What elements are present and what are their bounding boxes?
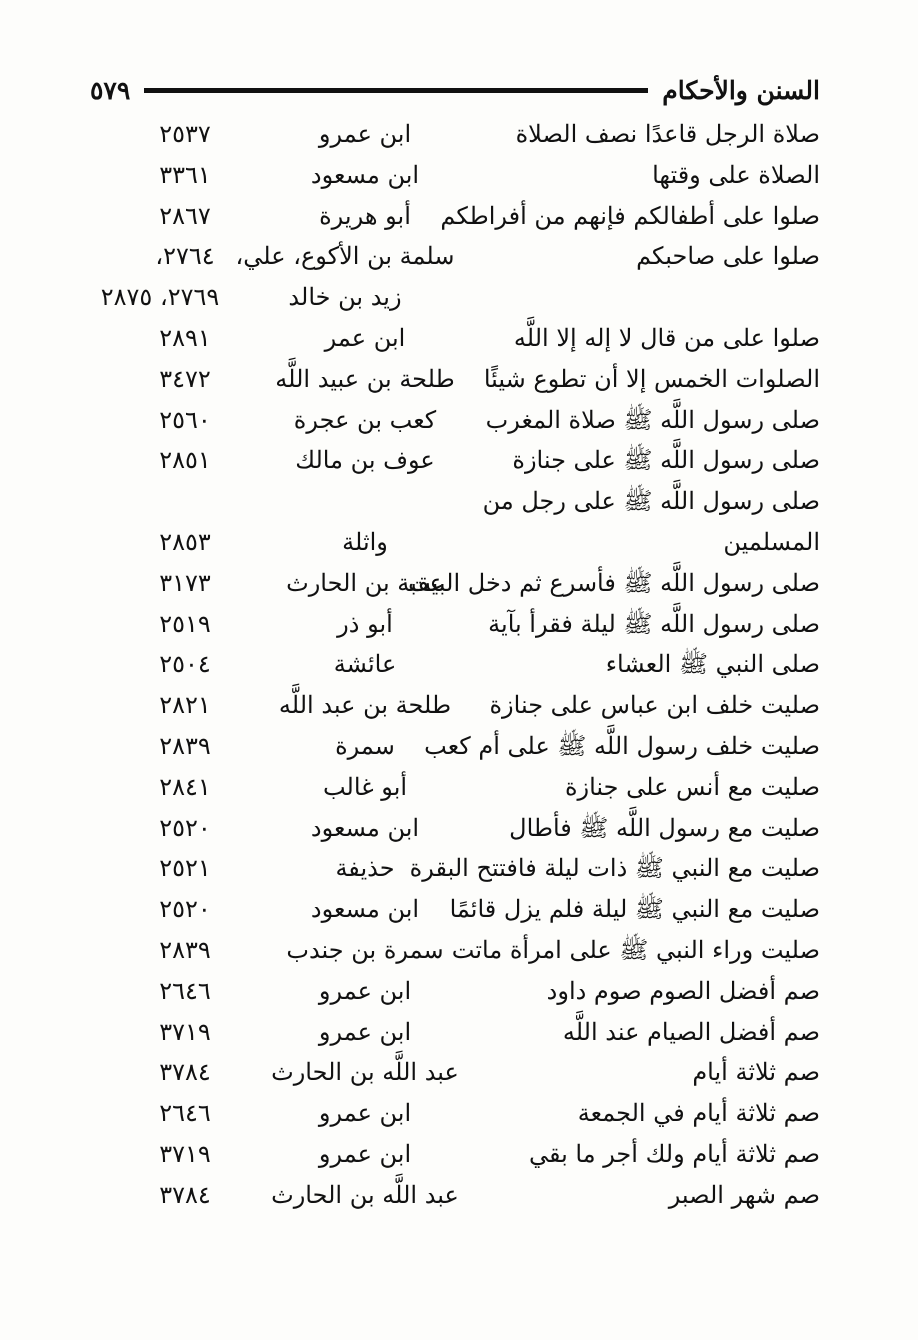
hadith-number: ٣٣٦١ bbox=[159, 160, 211, 189]
hadith-phrase: صم ثلاثة أيام في الجمعة bbox=[577, 1099, 820, 1128]
index-row bbox=[90, 440, 820, 481]
hadith-number: ٢٨٥١ bbox=[159, 446, 211, 475]
index-row bbox=[90, 767, 820, 808]
hadith-phrase: صلى رسول اللَّه ﷺ فأسرع ثم دخل البيت bbox=[408, 568, 820, 597]
narrator: أبو ذر bbox=[337, 609, 393, 638]
index-row bbox=[90, 726, 820, 767]
index-row bbox=[90, 1052, 820, 1093]
hadith-number: ٢٨٤١ bbox=[159, 772, 211, 801]
hadith-phrase: صلى رسول اللَّه ﷺ ليلة فقرأ بآية bbox=[488, 609, 820, 638]
narrator: حذيفة bbox=[335, 854, 395, 883]
hadith-number: ٣٧١٩ bbox=[159, 1139, 211, 1168]
hadith-phrase: صم ثلاثة أيام ولك أجر ما بقي bbox=[528, 1139, 820, 1168]
hadith-phrase: صلى رسول اللَّه ﷺ صلاة المغرب bbox=[485, 405, 820, 434]
hadith-phrase: صلى النبي ﷺ العشاء bbox=[605, 650, 820, 679]
index-row bbox=[90, 481, 820, 522]
hadith-number: ٢٥١٩ bbox=[159, 609, 211, 638]
hadith-phrase: صلوا على من قال لا إله إلا اللَّه bbox=[513, 323, 820, 352]
narrator: سمرة بن جندب bbox=[286, 935, 444, 964]
index-row bbox=[90, 1134, 820, 1175]
index-row bbox=[90, 318, 820, 359]
narrator: ابن مسعود bbox=[310, 813, 420, 842]
index-row bbox=[90, 1093, 820, 1134]
page-number: ٥٧٩ bbox=[90, 75, 131, 105]
hadith-phrase: صليت خلف ابن عباس على جنازة bbox=[489, 691, 820, 720]
hadith-number: ٢٨٣٩ bbox=[159, 935, 211, 964]
index-row bbox=[90, 522, 820, 563]
narrator: عائشة bbox=[333, 650, 397, 679]
narrator: زيد بن خالد bbox=[288, 283, 402, 312]
hadith-number: ٢٦٤٦ bbox=[159, 1099, 211, 1128]
index-row bbox=[90, 685, 820, 726]
hadith-number: ٢٥٦٠ bbox=[159, 405, 211, 434]
hadith-phrase: صم أفضل الصوم صوم داود bbox=[546, 976, 820, 1005]
index-row bbox=[90, 644, 820, 685]
narrator: كعب بن عجرة bbox=[293, 405, 437, 434]
index-row bbox=[90, 277, 820, 318]
running-title: السنن والأحكام bbox=[662, 75, 820, 105]
narrator: ابن عمر bbox=[324, 323, 406, 352]
hadith-number: ٣٧٨٤ bbox=[159, 1180, 211, 1209]
hadith-phrase: صم أفضل الصيام عند اللَّه bbox=[562, 1017, 820, 1046]
hadith-phrase: الصلاة على وقتها bbox=[652, 160, 820, 189]
index-row bbox=[90, 196, 820, 237]
narrator: سلمة بن الأكوع، علي، bbox=[235, 242, 455, 271]
index-row bbox=[90, 1012, 820, 1053]
hadith-number: ٢٦٤٦ bbox=[159, 976, 211, 1005]
narrator: طلحة بن عبد اللَّه bbox=[278, 691, 452, 720]
narrator: ابن مسعود bbox=[310, 895, 420, 924]
narrator: ابن عمرو bbox=[318, 976, 412, 1005]
narrator: عقبة بن الحارث bbox=[286, 568, 444, 597]
hadith-number: ٣٧١٩ bbox=[159, 1017, 211, 1046]
header-rule bbox=[144, 88, 648, 93]
hadith-number: ٢٨٦٧ bbox=[159, 201, 211, 230]
hadith-phrase: صليت مع رسول اللَّه ﷺ فأطال bbox=[509, 813, 820, 842]
index-row bbox=[90, 971, 820, 1012]
hadith-number: ٢٥٠٤ bbox=[159, 650, 211, 679]
narrator: ابن عمرو bbox=[318, 1139, 412, 1168]
hadith-number: ٢٧٦٤، bbox=[155, 242, 215, 271]
hadith-number: ٢٥٣٧ bbox=[159, 120, 211, 148]
narrator: ابن عمرو bbox=[318, 1017, 412, 1046]
index-row bbox=[90, 114, 820, 155]
narrator: طلحة بن عبيد اللَّه bbox=[275, 364, 455, 393]
narrator: سمرة bbox=[335, 731, 395, 760]
hadith-number: ٢٥٢٠ bbox=[159, 895, 211, 924]
narrator: عوف بن مالك bbox=[295, 446, 435, 475]
index-row bbox=[90, 930, 820, 971]
hadith-number: ٢٨٥٣ bbox=[159, 527, 211, 556]
index-list bbox=[90, 114, 820, 1216]
narrator: ابن عمرو bbox=[318, 1099, 412, 1128]
hadith-phrase: صلوا على صاحبكم bbox=[636, 242, 820, 271]
index-row bbox=[90, 1175, 820, 1216]
hadith-number: ٢٨٣٩ bbox=[159, 731, 211, 760]
hadith-number: ٣٧٨٤ bbox=[159, 1058, 211, 1087]
index-row bbox=[90, 848, 820, 889]
hadith-phrase: صليت وراء النبي ﷺ على امرأة ماتت bbox=[451, 935, 820, 964]
hadith-phrase: صلى رسول اللَّه ﷺ على جنازة bbox=[512, 446, 820, 475]
hadith-phrase: صليت مع النبي ﷺ ليلة فلم يزل قائمًا bbox=[449, 895, 820, 924]
hadith-number: ٢٥٢٠ bbox=[159, 813, 211, 842]
index-row bbox=[90, 889, 820, 930]
page-header bbox=[90, 72, 820, 108]
hadith-phrase: صليت خلف رسول اللَّه ﷺ على أم كعب bbox=[424, 731, 820, 760]
hadith-phrase: الصلوات الخمس إلا أن تطوع شيئًا bbox=[483, 364, 820, 393]
narrator: ابن عمرو bbox=[318, 120, 412, 148]
hadith-number: ٢٥٢١ bbox=[159, 854, 211, 883]
hadith-number: ٢٧٦٩، ٢٨٧٥ bbox=[100, 283, 220, 312]
index-row bbox=[90, 604, 820, 645]
index-row bbox=[90, 359, 820, 400]
hadith-phrase: صلى رسول اللَّه ﷺ على رجل من bbox=[482, 487, 820, 516]
index-row bbox=[90, 400, 820, 441]
narrator: أبو غالب bbox=[322, 772, 408, 801]
hadith-phrase: صلوا على أطفالكم فإنهم من أفراطكم bbox=[440, 201, 820, 230]
hadith-number: ٢٨٢١ bbox=[159, 691, 211, 720]
narrator: أبو هريرة bbox=[319, 201, 411, 230]
hadith-number: ٣١٧٣ bbox=[159, 568, 211, 597]
narrator: عبد اللَّه بن الحارث bbox=[271, 1180, 459, 1209]
index-row bbox=[90, 563, 820, 604]
index-row bbox=[90, 808, 820, 849]
hadith-number: ٢٨٩١ bbox=[159, 323, 211, 352]
hadith-number: ٣٤٧٢ bbox=[159, 364, 211, 393]
hadith-phrase: صلاة الرجل قاعدًا نصف الصلاة bbox=[515, 120, 820, 148]
narrator: ابن مسعود bbox=[310, 160, 420, 189]
hadith-phrase: صم شهر الصبر bbox=[668, 1180, 820, 1209]
index-row bbox=[90, 155, 820, 196]
hadith-phrase: المسلمين bbox=[723, 527, 820, 556]
hadith-phrase: صليت مع النبي ﷺ ذات ليلة فافتتح البقرة bbox=[409, 854, 820, 883]
hadith-phrase: صم ثلاثة أيام bbox=[692, 1058, 820, 1087]
narrator: عبد اللَّه بن الحارث bbox=[271, 1058, 459, 1087]
hadith-phrase: صليت مع أنس على جنازة bbox=[564, 772, 820, 801]
index-row bbox=[90, 236, 820, 277]
narrator: واثلة bbox=[342, 527, 388, 556]
